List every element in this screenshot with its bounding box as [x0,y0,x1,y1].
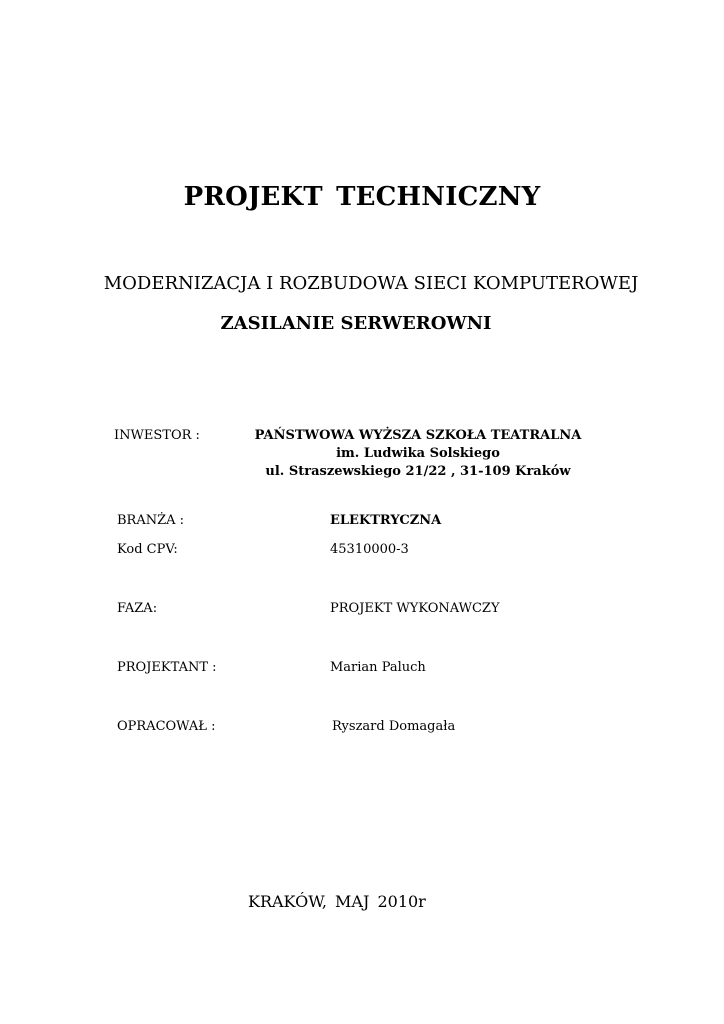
designer-value: Marian Paluch [330,660,426,675]
phase-value: PROJEKT WYKONAWCZY [330,601,500,616]
designer-label: PROJEKTANT : [117,660,217,675]
investor-block [254,427,582,481]
investor-address: ul. Straszewskiego 21/22 , 31-109 Kraków [265,464,571,479]
branch-label: BRANŻA : [117,513,185,528]
document-subtitle-secondary: ZASILANIE SERWEROWNI [220,313,492,334]
prepared-by-value: Ryszard Domagała [332,719,456,734]
branch-value: ELEKTRYCZNA [330,513,442,528]
cpv-label: Kod CPV: [117,542,178,557]
investor-patron: im. Ludwika Solskiego [336,446,500,461]
investor-name: PAŃSTWOWA WYŻSZA SZKOŁA TEATRALNA [254,428,582,443]
phase-label: FAZA: [117,601,158,616]
prepared-by-label: OPRACOWAŁ : [117,719,216,734]
document-subtitle: MODERNIZACJA I ROZBUDOWA SIECI KOMPUTEROWEJ [103,273,639,294]
place-date: KRAKÓW, MAJ 2010r [248,892,426,911]
document-title: PROJEKT TECHNICZNY [183,182,541,212]
cpv-value: 45310000-3 [330,542,409,557]
investor-label: INWESTOR : [114,428,200,443]
